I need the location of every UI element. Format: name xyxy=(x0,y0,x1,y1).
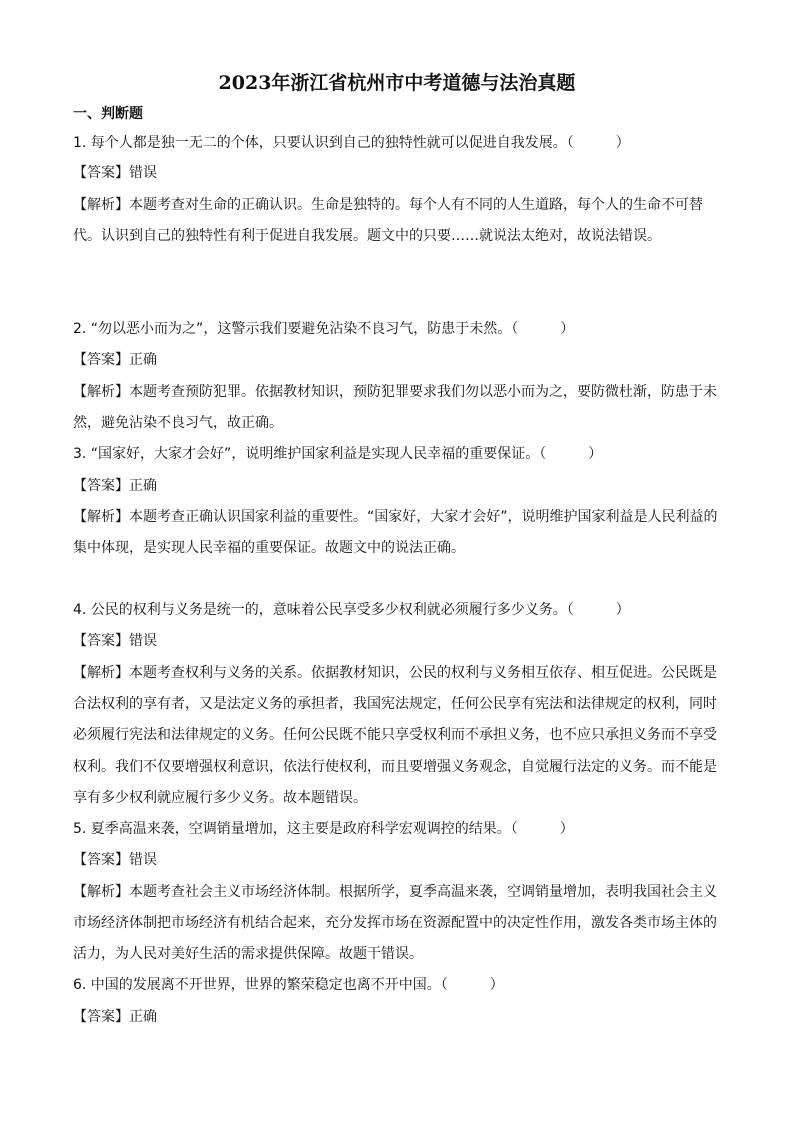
section-heading: 一、判断题 xyxy=(73,106,143,122)
analysis-4-line-2: 合法权利的享有者，又是法定义务的承担者，我国宪法规定，任何公民享有宪法和法律规定的权利，同时 xyxy=(73,696,717,712)
analysis-5-line-2: 市场经济体制把市场经济有机结合起来，充分发挥市场在资源配置中的决定性作用，激发各类市场主体的 xyxy=(73,915,717,931)
analysis-4-line-3: 必须履行宪法和法律规定的义务。任何公民既不能只享受权利而不承担义务，也不应只承担义务而不享受 xyxy=(73,727,717,743)
question-1: 1. 每个人都是独一无二的个体，只要认识到自己的独特性就可以促进自我发展。（ ） xyxy=(73,135,630,151)
answer-3: 【答案】正确 xyxy=(73,478,157,494)
question-4: 4. 公民的权利与义务是统一的，意味着公民享受多少权利就必须履行多少义务。（ ） xyxy=(73,602,630,618)
analysis-5-line-3: 活力，为人民对美好生活的需求提供保障。故题干错误。 xyxy=(73,946,423,962)
answer-5: 【答案】错误 xyxy=(73,852,157,868)
answer-4: 【答案】错误 xyxy=(73,633,157,649)
answer-2: 【答案】正确 xyxy=(73,352,157,368)
question-3: 3. “国家好，大家才会好”，说明维护国家利益是实现人民幸福的重要保证。（ ） xyxy=(73,446,603,462)
answer-6: 【答案】正确 xyxy=(73,1009,157,1025)
analysis-4-line-5: 享有多少权利就应履行多少义务。故本题错误。 xyxy=(73,790,367,806)
analysis-5-line-1: 【解析】本题考查社会主义市场经济体制。根据所学，夏季高温来袭，空调销量增加，表明我国社会主义 xyxy=(73,884,717,900)
analysis-4-line-1: 【解析】本题考查权利与义务的关系。依据教材知识，公民的权利与义务相互依存、相互促进。公民既是 xyxy=(73,665,717,681)
analysis-3-line-1: 【解析】本题考查正确认识国家利益的重要性。“国家好，大家才会好”，说明维护国家利益是人民利益的 xyxy=(73,509,718,525)
page-title: 2023年浙江省杭州市中考道德与法治真题 xyxy=(218,72,576,94)
question-2: 2. “勿以恶小而为之”，这警示我们要避免沾染不良习气，防患于未然。（ ） xyxy=(73,321,575,337)
analysis-4-line-4: 权利。我们不仅要增强权利意识，依法行使权利，而且要增强义务观念，自觉履行法定的义务。而不能是 xyxy=(73,759,717,775)
question-6: 6. 中国的发展离不开世界，世界的繁荣稳定也离不开中国。（ ） xyxy=(73,977,504,993)
analysis-2-line-1: 【解析】本题考查预防犯罪。依据教材知识，预防犯罪要求我们勿以恶小而为之，要防微杜渐，防患于未 xyxy=(73,384,717,400)
analysis-1-line-1: 【解析】本题考查对生命的正确认识。生命是独特的。每个人有不同的人生道路，每个人的生命不可替 xyxy=(73,197,703,213)
answer-1: 【答案】错误 xyxy=(73,165,157,181)
analysis-2-line-2: 然，避免沾染不良习气，故正确。 xyxy=(73,415,283,431)
analysis-1-line-2: 代。认识到自己的独特性有利于促进自我发展。题文中的只要……就说法太绝对，故说法错误。 xyxy=(73,228,661,244)
question-5: 5. 夏季高温来袭，空调销量增加，这主要是政府科学宏观调控的结果。（ ） xyxy=(73,821,574,837)
analysis-3-line-2: 集中体现，是实现人民幸福的重要保证。故题文中的说法正确。 xyxy=(73,540,465,556)
